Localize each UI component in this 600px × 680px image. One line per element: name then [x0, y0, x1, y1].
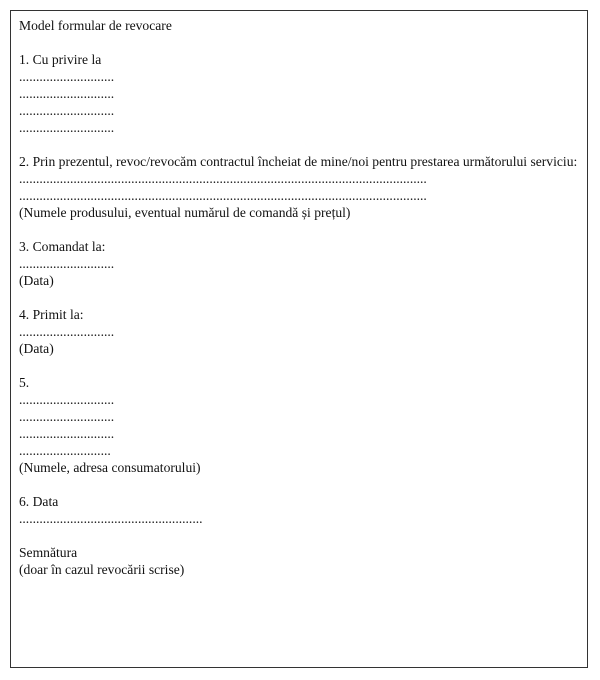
section-2-blank-line: ........................................................................................................................ [19, 171, 427, 186]
section-2-blank-line: ........................................................................................................................ [19, 188, 427, 203]
section-3-blank-line: ............................ [19, 256, 115, 271]
section-1-heading: 1. Cu privire la [19, 52, 102, 67]
section-6-blank-line: ...................................................... [19, 511, 203, 526]
section-4-heading: 4. Primit la: [19, 307, 84, 322]
section-5-blank-line: ............................ [19, 426, 115, 441]
section-5-heading: 5. [19, 375, 30, 390]
form-title: Model formular de revocare [19, 18, 172, 33]
section-1-blank-line: ............................ [19, 69, 115, 84]
section-1-blank-line: ............................ [19, 120, 115, 135]
section-3-note: (Data) [19, 273, 54, 288]
signature-note: (doar în cazul revocării scrise) [19, 562, 185, 577]
section-6-heading: 6. Data [19, 494, 59, 509]
section-1-blank-line: ............................ [19, 86, 115, 101]
section-5-note: (Numele, adresa consumatorului) [19, 460, 201, 475]
revocation-form [19, 17, 581, 578]
section-1-blank-line: ............................ [19, 103, 115, 118]
section-2-text: 2. Prin prezentul, revoc/revocăm contractul încheiat de mine/noi pentru prestarea următorului serviciu: [19, 154, 578, 169]
section-4-blank-line: ............................ [19, 324, 115, 339]
section-2-note: (Numele produsului, eventual numărul de comandă și prețul) [19, 205, 351, 220]
section-5-blank-line: ............................ [19, 392, 115, 407]
section-5-blank-line: ............................ [19, 409, 115, 424]
signature-label: Semnătura [19, 545, 78, 560]
section-4-note: (Data) [19, 341, 54, 356]
section-3-heading: 3. Comandat la: [19, 239, 106, 254]
section-5-blank-line: ........................... [19, 443, 111, 458]
